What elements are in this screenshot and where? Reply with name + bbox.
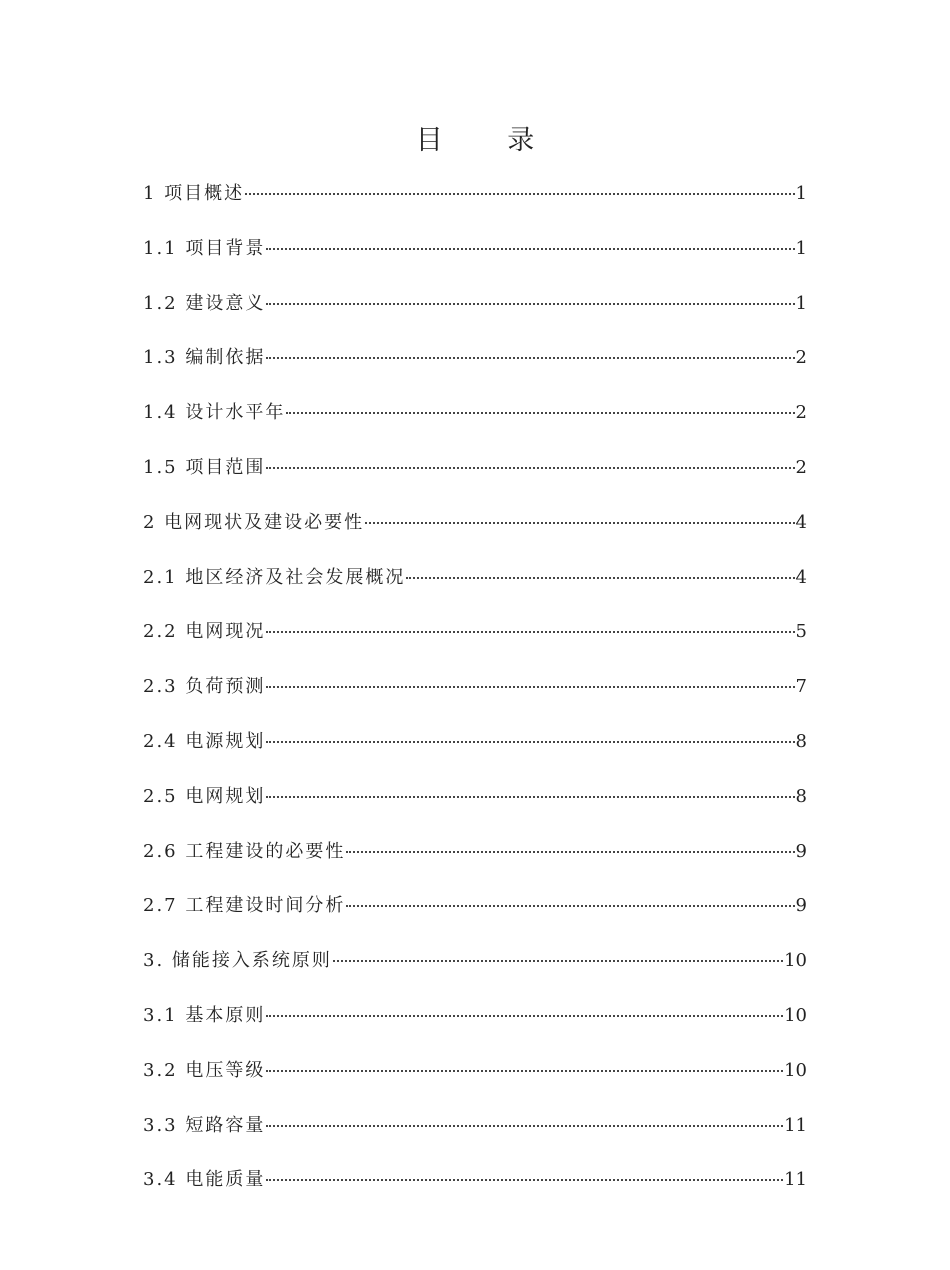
toc-entry-label: 1 项目概述 — [143, 183, 245, 204]
toc-dot-leader — [266, 796, 794, 798]
toc-entry-label: 1.4 设计水平年 — [143, 402, 286, 424]
toc-dot-leader — [245, 193, 794, 195]
toc-entry-label: 1.3 编制依据 — [143, 347, 266, 369]
toc-dot-leader — [266, 631, 794, 633]
toc-page-number: 2 — [795, 347, 807, 369]
toc-entry[interactable] — [143, 715, 807, 770]
toc-page-number: 11 — [784, 1114, 807, 1136]
toc-entry-label: 2.2 电网现况 — [143, 621, 266, 643]
toc-page-number: 9 — [795, 840, 807, 862]
toc-dot-leader — [266, 1179, 783, 1181]
toc-page-number: 10 — [784, 950, 807, 972]
toc-entry-label: 3.4 电能质量 — [143, 1169, 266, 1191]
toc-entry[interactable] — [143, 222, 807, 277]
toc-entry-label: 3.1 基本原则 — [143, 1004, 266, 1026]
toc-entry[interactable] — [143, 989, 807, 1044]
toc-entry-label: 1.1 项目背景 — [143, 237, 266, 259]
toc-entry[interactable] — [143, 551, 807, 606]
toc-page-number: 4 — [795, 511, 807, 533]
toc-entry[interactable] — [143, 660, 807, 715]
toc-entry-label: 3. 储能接入系统原则 — [143, 950, 332, 972]
toc-dot-leader — [266, 467, 794, 469]
toc-dot-leader — [346, 905, 794, 907]
table-of-contents — [143, 167, 807, 1208]
toc-page-number: 2 — [795, 456, 807, 478]
toc-page-number: 10 — [784, 1004, 807, 1026]
toc-entry-label: 3.3 短路容量 — [143, 1114, 266, 1136]
toc-page-number: 1 — [795, 237, 807, 259]
toc-entry-label: 2 电网现状及建设必要性 — [143, 511, 365, 533]
toc-title: 目 录 — [415, 125, 563, 156]
toc-entry[interactable] — [143, 1153, 807, 1208]
toc-page-number: 10 — [784, 1059, 807, 1081]
toc-page-number: 8 — [795, 730, 807, 752]
toc-entry-label: 2.4 电源规划 — [143, 730, 266, 752]
toc-dot-leader — [286, 412, 794, 414]
toc-entry[interactable] — [143, 934, 807, 989]
toc-page-number: 9 — [795, 895, 807, 917]
toc-dot-leader — [333, 960, 783, 962]
toc-page-number: 1 — [795, 183, 807, 204]
toc-entry[interactable] — [143, 605, 807, 660]
toc-entry[interactable] — [143, 496, 807, 551]
toc-dot-leader — [365, 522, 794, 524]
toc-entry-label: 1.2 建设意义 — [143, 292, 266, 314]
toc-dot-leader — [266, 741, 794, 743]
toc-entry[interactable] — [143, 879, 807, 934]
toc-entry[interactable] — [143, 1099, 807, 1154]
toc-entry[interactable] — [143, 1044, 807, 1099]
toc-dot-leader — [346, 851, 794, 853]
toc-entry-label: 2.6 工程建设的必要性 — [143, 840, 346, 862]
toc-dot-leader — [406, 577, 794, 579]
toc-entry-label: 1.5 项目范围 — [143, 456, 266, 478]
toc-entry-label: 2.7 工程建设时间分析 — [143, 895, 346, 917]
toc-dot-leader — [266, 1070, 783, 1072]
toc-entry[interactable] — [143, 386, 807, 441]
toc-entry[interactable] — [143, 825, 807, 880]
toc-entry[interactable] — [143, 441, 807, 496]
toc-page-number: 1 — [795, 292, 807, 314]
toc-dot-leader — [266, 1015, 783, 1017]
toc-page-number: 5 — [795, 621, 807, 643]
toc-page-number: 4 — [795, 566, 807, 588]
toc-entry[interactable] — [143, 331, 807, 386]
toc-entry-label: 2.3 负荷预测 — [143, 676, 266, 698]
toc-entry[interactable] — [143, 167, 807, 222]
toc-dot-leader — [266, 1125, 783, 1127]
toc-entry[interactable] — [143, 770, 807, 825]
toc-entry-label: 2.5 电网规划 — [143, 785, 266, 807]
toc-dot-leader — [266, 248, 794, 250]
toc-entry[interactable] — [143, 277, 807, 332]
toc-entry-label: 2.1 地区经济及社会发展概况 — [143, 566, 406, 588]
toc-dot-leader — [266, 357, 794, 359]
toc-page-number: 7 — [795, 676, 807, 698]
toc-page-number: 8 — [795, 785, 807, 807]
toc-page-number: 11 — [784, 1169, 807, 1191]
toc-dot-leader — [266, 686, 794, 688]
toc-dot-leader — [266, 303, 794, 305]
toc-entry-label: 3.2 电压等级 — [143, 1059, 266, 1081]
toc-page-number: 2 — [795, 402, 807, 424]
